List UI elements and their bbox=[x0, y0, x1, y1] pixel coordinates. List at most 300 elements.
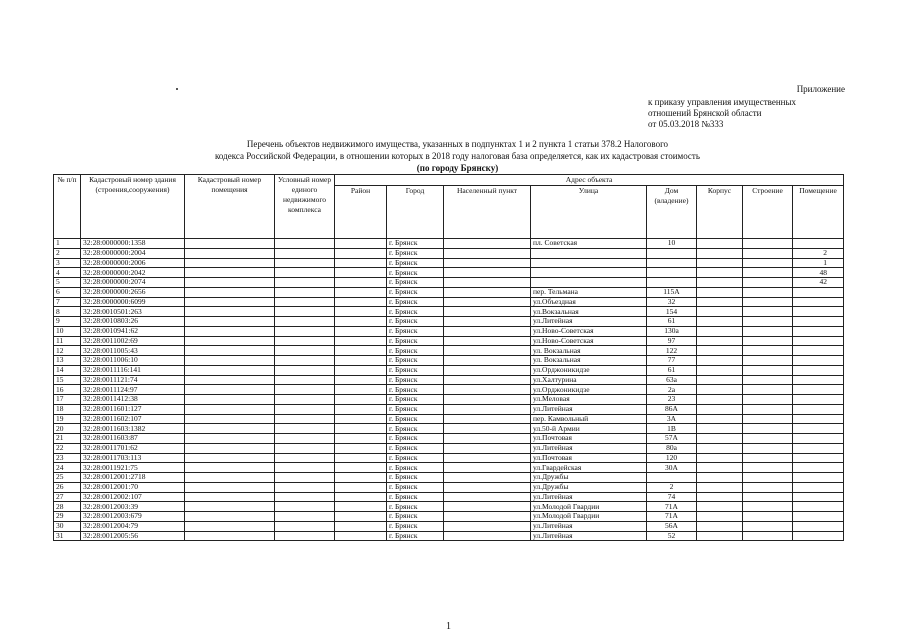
cell-settlement bbox=[444, 424, 531, 434]
cell-settlement bbox=[444, 375, 531, 385]
cell-settlement bbox=[444, 278, 531, 288]
cell-cond-num bbox=[275, 287, 335, 297]
table-row bbox=[54, 531, 844, 541]
cell-korpus bbox=[697, 512, 743, 522]
table-row bbox=[54, 307, 844, 317]
cell-city: г. Брянск bbox=[387, 385, 444, 395]
header-street: Улица bbox=[531, 186, 647, 239]
cell-city: г. Брянск bbox=[387, 492, 444, 502]
table-row bbox=[54, 278, 844, 288]
cell-district bbox=[335, 424, 387, 434]
cell-num: 16 bbox=[54, 385, 81, 395]
cell-city: г. Брянск bbox=[387, 297, 444, 307]
cell-korpus bbox=[697, 365, 743, 375]
cell-district bbox=[335, 365, 387, 375]
cell-district bbox=[335, 287, 387, 297]
cell-settlement bbox=[444, 326, 531, 336]
cell-korpus bbox=[697, 473, 743, 483]
cell-house bbox=[647, 278, 697, 288]
cell-cad-building: 32:28:0012001:2718 bbox=[81, 473, 185, 483]
cell-num: 24 bbox=[54, 463, 81, 473]
header-address: Адрес объекта bbox=[335, 175, 844, 186]
title-line-1: Перечень объектов недвижимого имущества, указанных в подпунктах 1 и 2 пункта 1 статьи 378.2 Налогового bbox=[246, 139, 669, 149]
cell-korpus bbox=[697, 434, 743, 444]
cell-settlement bbox=[444, 248, 531, 258]
cell-num: 8 bbox=[54, 307, 81, 317]
table-row bbox=[54, 365, 844, 375]
cell-cad-building: 32:28:0012005:56 bbox=[81, 531, 185, 541]
cell-cad-room bbox=[185, 336, 275, 346]
cell-cond-num bbox=[275, 424, 335, 434]
cell-city: г. Брянск bbox=[387, 375, 444, 385]
cell-pomeshchenie bbox=[793, 287, 844, 297]
appendix-line-4: от 05.03.2018 №333 bbox=[648, 119, 724, 129]
cell-street: ул.Орджоникидзе bbox=[531, 385, 647, 395]
cell-street: ул.Ново-Советская bbox=[531, 326, 647, 336]
cell-city: г. Брянск bbox=[387, 307, 444, 317]
cell-korpus bbox=[697, 395, 743, 405]
cell-district bbox=[335, 521, 387, 531]
cell-stroenie bbox=[743, 404, 793, 414]
cell-num: 19 bbox=[54, 414, 81, 424]
cell-house: 71А bbox=[647, 512, 697, 522]
cell-settlement bbox=[444, 473, 531, 483]
cell-num: 12 bbox=[54, 346, 81, 356]
cell-cad-building: 32:28:0011703:113 bbox=[81, 453, 185, 463]
header-korpus: Корпус bbox=[697, 186, 743, 239]
cell-pomeshchenie bbox=[793, 239, 844, 249]
cell-street: пл. Советская bbox=[531, 239, 647, 249]
header-settlement: Населенный пункт bbox=[444, 186, 531, 239]
cell-settlement bbox=[444, 287, 531, 297]
cell-pomeshchenie bbox=[793, 356, 844, 366]
cell-cad-building: 32:28:0000000:2042 bbox=[81, 268, 185, 278]
speck bbox=[176, 88, 178, 90]
cell-settlement bbox=[444, 239, 531, 249]
header-cad-building: Кадастровый номер здания (строения,сооружения) bbox=[81, 175, 185, 239]
cell-stroenie bbox=[743, 463, 793, 473]
cell-num: 17 bbox=[54, 395, 81, 405]
cell-korpus bbox=[697, 521, 743, 531]
cell-cond-num bbox=[275, 346, 335, 356]
cell-stroenie bbox=[743, 453, 793, 463]
table-row bbox=[54, 404, 844, 414]
cell-stroenie bbox=[743, 336, 793, 346]
cell-city: г. Брянск bbox=[387, 463, 444, 473]
table-row bbox=[54, 356, 844, 366]
cell-cad-room bbox=[185, 346, 275, 356]
cell-cad-building: 32:28:0011116:141 bbox=[81, 365, 185, 375]
cell-cad-room bbox=[185, 278, 275, 288]
cell-city: г. Брянск bbox=[387, 404, 444, 414]
cell-city: г. Брянск bbox=[387, 326, 444, 336]
cell-cad-room bbox=[185, 365, 275, 375]
cell-num: 20 bbox=[54, 424, 81, 434]
table-row bbox=[54, 268, 844, 278]
cell-house: 56А bbox=[647, 521, 697, 531]
cell-num: 18 bbox=[54, 404, 81, 414]
cell-korpus bbox=[697, 239, 743, 249]
cell-district bbox=[335, 482, 387, 492]
cell-settlement bbox=[444, 453, 531, 463]
cell-cond-num bbox=[275, 473, 335, 483]
cell-korpus bbox=[697, 385, 743, 395]
cell-stroenie bbox=[743, 356, 793, 366]
table-row bbox=[54, 434, 844, 444]
cell-pomeshchenie bbox=[793, 531, 844, 541]
header-district: Район bbox=[335, 186, 387, 239]
cell-cad-room bbox=[185, 424, 275, 434]
cell-cad-building: 32:28:0011006:10 bbox=[81, 356, 185, 366]
cell-cond-num bbox=[275, 385, 335, 395]
table-row bbox=[54, 258, 844, 268]
header-cond-num: Условный номер единого недвижимого комплекса bbox=[275, 175, 335, 239]
cell-korpus bbox=[697, 356, 743, 366]
cell-street: ул.Меловая bbox=[531, 395, 647, 405]
cell-korpus bbox=[697, 502, 743, 512]
cell-cad-building: 32:28:0012001:70 bbox=[81, 482, 185, 492]
cell-street: ул.Дружбы bbox=[531, 473, 647, 483]
cell-district bbox=[335, 326, 387, 336]
cell-num: 1 bbox=[54, 239, 81, 249]
cell-city: г. Брянск bbox=[387, 473, 444, 483]
cell-korpus bbox=[697, 463, 743, 473]
cell-cad-room bbox=[185, 258, 275, 268]
cell-cad-building: 32:28:0011121:74 bbox=[81, 375, 185, 385]
cell-num: 28 bbox=[54, 502, 81, 512]
title-line-3: (по городу Брянску) bbox=[416, 163, 499, 173]
cell-num: 7 bbox=[54, 297, 81, 307]
table-row bbox=[54, 248, 844, 258]
cell-street: ул.Ново-Советская bbox=[531, 336, 647, 346]
cell-cad-building: 32:28:0000000:2074 bbox=[81, 278, 185, 288]
cell-district bbox=[335, 258, 387, 268]
cell-settlement bbox=[444, 443, 531, 453]
cell-cond-num bbox=[275, 453, 335, 463]
cell-korpus bbox=[697, 531, 743, 541]
cell-pomeshchenie bbox=[793, 463, 844, 473]
cell-num: 4 bbox=[54, 268, 81, 278]
cell-settlement bbox=[444, 482, 531, 492]
cell-street: ул.Почтовая bbox=[531, 434, 647, 444]
cell-cad-room bbox=[185, 492, 275, 502]
cell-pomeshchenie bbox=[793, 424, 844, 434]
cell-district bbox=[335, 297, 387, 307]
cell-cond-num bbox=[275, 258, 335, 268]
table-row bbox=[54, 502, 844, 512]
cell-house: 97 bbox=[647, 336, 697, 346]
cell-street: ул.Литейная bbox=[531, 492, 647, 502]
cell-street: ул.Объездная bbox=[531, 297, 647, 307]
table-row bbox=[54, 482, 844, 492]
table-row bbox=[54, 424, 844, 434]
cell-cond-num bbox=[275, 278, 335, 288]
cell-num: 29 bbox=[54, 512, 81, 522]
cell-street: ул.Орджоникидзе bbox=[531, 365, 647, 375]
cell-city: г. Брянск bbox=[387, 317, 444, 327]
cell-district bbox=[335, 278, 387, 288]
cell-cad-building: 32:28:0011603:1382 bbox=[81, 424, 185, 434]
table-row bbox=[54, 297, 844, 307]
cell-cond-num bbox=[275, 297, 335, 307]
cell-num: 31 bbox=[54, 531, 81, 541]
cell-stroenie bbox=[743, 502, 793, 512]
cell-street bbox=[531, 248, 647, 258]
cell-num: 27 bbox=[54, 492, 81, 502]
table-row bbox=[54, 453, 844, 463]
cell-pomeshchenie bbox=[793, 473, 844, 483]
table-row bbox=[54, 239, 844, 249]
cell-pomeshchenie bbox=[793, 346, 844, 356]
cell-korpus bbox=[697, 453, 743, 463]
cell-street: ул.50-й Армии bbox=[531, 424, 647, 434]
cell-settlement bbox=[444, 492, 531, 502]
cell-korpus bbox=[697, 278, 743, 288]
table-row bbox=[54, 521, 844, 531]
table-row bbox=[54, 512, 844, 522]
cell-cond-num bbox=[275, 307, 335, 317]
cell-stroenie bbox=[743, 385, 793, 395]
table-row bbox=[54, 317, 844, 327]
cell-district bbox=[335, 356, 387, 366]
cell-korpus bbox=[697, 287, 743, 297]
cell-num: 14 bbox=[54, 365, 81, 375]
cell-cad-room bbox=[185, 404, 275, 414]
cell-num: 15 bbox=[54, 375, 81, 385]
cell-cad-building: 32:28:0011002:69 bbox=[81, 336, 185, 346]
cell-street: ул.Вокзальная bbox=[531, 307, 647, 317]
cell-district bbox=[335, 248, 387, 258]
cell-cond-num bbox=[275, 239, 335, 249]
cell-num: 26 bbox=[54, 482, 81, 492]
cell-cad-room bbox=[185, 287, 275, 297]
cell-street: ул.Литейная bbox=[531, 404, 647, 414]
cell-pomeshchenie bbox=[793, 404, 844, 414]
cell-house: 57А bbox=[647, 434, 697, 444]
cell-stroenie bbox=[743, 268, 793, 278]
cell-stroenie bbox=[743, 326, 793, 336]
cell-street bbox=[531, 268, 647, 278]
cell-settlement bbox=[444, 268, 531, 278]
cell-district bbox=[335, 375, 387, 385]
cell-num: 2 bbox=[54, 248, 81, 258]
table-row bbox=[54, 385, 844, 395]
cell-cond-num bbox=[275, 375, 335, 385]
cell-korpus bbox=[697, 375, 743, 385]
cell-city: г. Брянск bbox=[387, 531, 444, 541]
cell-pomeshchenie bbox=[793, 414, 844, 424]
cell-cad-building: 32:28:0000000:2656 bbox=[81, 287, 185, 297]
cell-cond-num bbox=[275, 414, 335, 424]
cell-stroenie bbox=[743, 434, 793, 444]
cell-house: 32 bbox=[647, 297, 697, 307]
cell-cad-room bbox=[185, 512, 275, 522]
cell-settlement bbox=[444, 356, 531, 366]
cell-cad-room bbox=[185, 453, 275, 463]
cell-pomeshchenie bbox=[793, 395, 844, 405]
cell-cad-room bbox=[185, 473, 275, 483]
cell-cad-room bbox=[185, 531, 275, 541]
cell-num: 3 bbox=[54, 258, 81, 268]
cell-cond-num bbox=[275, 317, 335, 327]
cell-street: ул. Вокзальная bbox=[531, 346, 647, 356]
header-house: Дом (владение) bbox=[647, 186, 697, 239]
cell-cad-building: 32:28:0010941:62 bbox=[81, 326, 185, 336]
cell-cad-room bbox=[185, 248, 275, 258]
cell-stroenie bbox=[743, 317, 793, 327]
cell-street: ул. Вокзальная bbox=[531, 356, 647, 366]
cell-pomeshchenie: 2 bbox=[793, 248, 844, 258]
header-stroenie: Строение bbox=[743, 186, 793, 239]
cell-house: 77 bbox=[647, 356, 697, 366]
cell-street: пер. Камвольный bbox=[531, 414, 647, 424]
table-row bbox=[54, 395, 844, 405]
cell-settlement bbox=[444, 297, 531, 307]
cell-district bbox=[335, 463, 387, 473]
cell-cad-building: 32:28:0011701:62 bbox=[81, 443, 185, 453]
cell-stroenie bbox=[743, 278, 793, 288]
cell-street: ул.Гвардейская bbox=[531, 463, 647, 473]
cell-city: г. Брянск bbox=[387, 453, 444, 463]
cell-city: г. Брянск bbox=[387, 336, 444, 346]
cell-cad-building: 32:28:0012004:79 bbox=[81, 521, 185, 531]
cell-settlement bbox=[444, 336, 531, 346]
cell-settlement bbox=[444, 404, 531, 414]
cell-cad-building: 32:28:0011602:107 bbox=[81, 414, 185, 424]
cell-house: 122 bbox=[647, 346, 697, 356]
cell-cad-room bbox=[185, 463, 275, 473]
cell-cad-building: 32:28:0011124:97 bbox=[81, 385, 185, 395]
cell-city: г. Брянск bbox=[387, 512, 444, 522]
cell-cond-num bbox=[275, 268, 335, 278]
cell-district bbox=[335, 492, 387, 502]
cell-stroenie bbox=[743, 512, 793, 522]
table-row bbox=[54, 287, 844, 297]
cell-pomeshchenie bbox=[793, 326, 844, 336]
cell-city: г. Брянск bbox=[387, 521, 444, 531]
cell-street: ул.Молодой Гвардии bbox=[531, 502, 647, 512]
cell-cad-room bbox=[185, 502, 275, 512]
cell-pomeshchenie bbox=[793, 385, 844, 395]
cell-cond-num bbox=[275, 443, 335, 453]
cell-stroenie bbox=[743, 258, 793, 268]
cell-cond-num bbox=[275, 248, 335, 258]
cell-cond-num bbox=[275, 482, 335, 492]
cell-pomeshchenie bbox=[793, 317, 844, 327]
cell-cad-building: 32:28:0012003:679 bbox=[81, 512, 185, 522]
cell-settlement bbox=[444, 385, 531, 395]
cell-pomeshchenie: 48 bbox=[793, 268, 844, 278]
cell-stroenie bbox=[743, 414, 793, 424]
cell-cond-num bbox=[275, 521, 335, 531]
cell-district bbox=[335, 443, 387, 453]
cell-cad-building: 32:28:0011601:127 bbox=[81, 404, 185, 414]
cell-stroenie bbox=[743, 395, 793, 405]
cell-cad-building: 32:28:0012002:107 bbox=[81, 492, 185, 502]
cell-settlement bbox=[444, 258, 531, 268]
cell-house: 71А bbox=[647, 502, 697, 512]
cell-district bbox=[335, 385, 387, 395]
header-cad-room: Кадастровый номер помещения bbox=[185, 175, 275, 239]
table-row bbox=[54, 414, 844, 424]
cell-stroenie bbox=[743, 424, 793, 434]
cell-korpus bbox=[697, 404, 743, 414]
cell-district bbox=[335, 502, 387, 512]
header-city: Город bbox=[387, 186, 444, 239]
cell-settlement bbox=[444, 463, 531, 473]
cell-house: 3А bbox=[647, 414, 697, 424]
cell-stroenie bbox=[743, 248, 793, 258]
cell-house: 1В bbox=[647, 424, 697, 434]
cell-cad-room bbox=[185, 375, 275, 385]
cell-city: г. Брянск bbox=[387, 414, 444, 424]
cell-stroenie bbox=[743, 297, 793, 307]
cell-pomeshchenie bbox=[793, 297, 844, 307]
cell-num: 9 bbox=[54, 317, 81, 327]
property-table bbox=[53, 174, 844, 541]
cell-house: 23 bbox=[647, 395, 697, 405]
cell-cond-num bbox=[275, 356, 335, 366]
cell-num: 22 bbox=[54, 443, 81, 453]
cell-street: ул.Литейная bbox=[531, 521, 647, 531]
cell-num: 5 bbox=[54, 278, 81, 288]
cell-pomeshchenie: 42 bbox=[793, 278, 844, 288]
cell-stroenie bbox=[743, 521, 793, 531]
cell-cad-room bbox=[185, 356, 275, 366]
cell-cad-building: 32:28:0011005:43 bbox=[81, 346, 185, 356]
appendix-line-3: отношений Брянской области bbox=[648, 108, 762, 118]
cell-korpus bbox=[697, 258, 743, 268]
cell-korpus bbox=[697, 424, 743, 434]
cell-city: г. Брянск bbox=[387, 356, 444, 366]
cell-city: г. Брянск bbox=[387, 434, 444, 444]
cell-district bbox=[335, 307, 387, 317]
cell-cad-building: 32:28:0011921:75 bbox=[81, 463, 185, 473]
cell-city: г. Брянск bbox=[387, 365, 444, 375]
cell-house: 120 bbox=[647, 453, 697, 463]
cell-cond-num bbox=[275, 434, 335, 444]
cell-cad-building: 32:28:0000000:2006 bbox=[81, 258, 185, 268]
cell-stroenie bbox=[743, 492, 793, 502]
cell-num: 25 bbox=[54, 473, 81, 483]
cell-district bbox=[335, 336, 387, 346]
cell-house bbox=[647, 248, 697, 258]
cell-house: 74 bbox=[647, 492, 697, 502]
cell-settlement bbox=[444, 434, 531, 444]
cell-street: ул.Халтурина bbox=[531, 375, 647, 385]
cell-stroenie bbox=[743, 346, 793, 356]
cell-pomeshchenie bbox=[793, 492, 844, 502]
cell-district bbox=[335, 317, 387, 327]
cell-district bbox=[335, 414, 387, 424]
cell-street: пер. Тельмана bbox=[531, 287, 647, 297]
cell-cond-num bbox=[275, 512, 335, 522]
cell-house: 63а bbox=[647, 375, 697, 385]
cell-stroenie bbox=[743, 365, 793, 375]
cell-num: 6 bbox=[54, 287, 81, 297]
cell-street: ул.Литейная bbox=[531, 317, 647, 327]
cell-cond-num bbox=[275, 336, 335, 346]
cell-korpus bbox=[697, 336, 743, 346]
cell-pomeshchenie bbox=[793, 453, 844, 463]
title-line-2: кодекса Российской Федерации, в отношении которых в 2018 году налоговая база определяется, как их кадастровая стоимость bbox=[215, 151, 700, 161]
cell-city: г. Брянск bbox=[387, 424, 444, 434]
cell-house bbox=[647, 268, 697, 278]
cell-cad-building: 32:28:0000000:6099 bbox=[81, 297, 185, 307]
header-pomeshchenie: Помещение bbox=[793, 186, 844, 239]
cell-cad-room bbox=[185, 434, 275, 444]
cell-cad-room bbox=[185, 482, 275, 492]
